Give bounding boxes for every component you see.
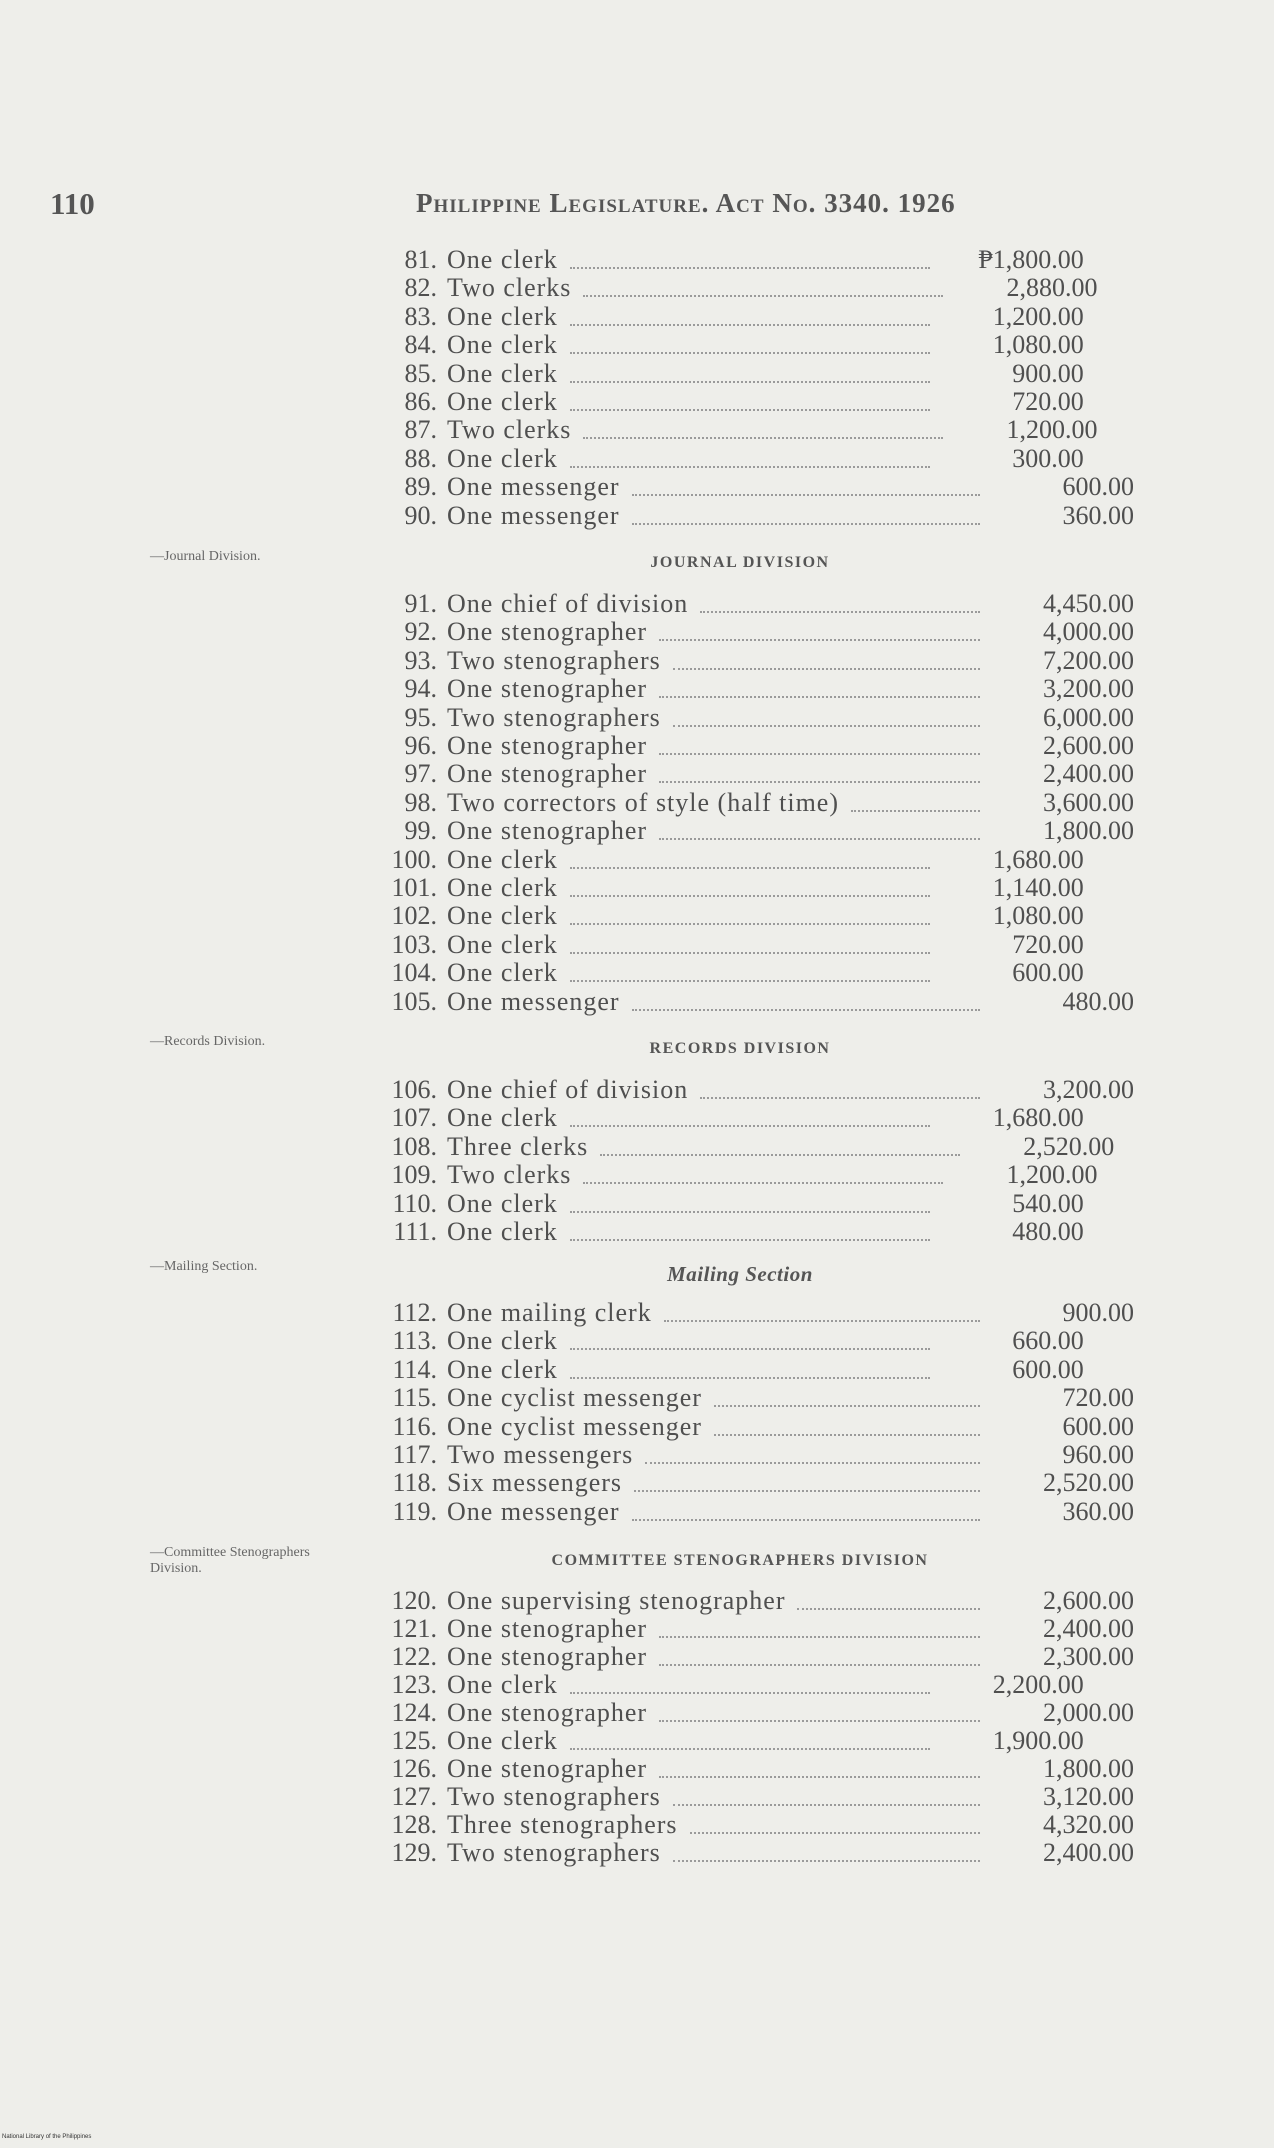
item-amount: 3,200.00 <box>1043 674 1134 704</box>
item-number: 106. <box>391 1075 437 1104</box>
line-item <box>380 1784 1134 1812</box>
line-item <box>380 1442 1134 1470</box>
line-item <box>380 1840 1134 1868</box>
dot-leader <box>570 980 930 982</box>
item-number: 121. <box>391 1614 437 1643</box>
item-number: 113. <box>392 1326 437 1356</box>
item-number: 122. <box>391 1642 437 1671</box>
dot-leader <box>634 1490 980 1492</box>
dot-leader <box>570 867 930 869</box>
item-description: One chief of division <box>447 1075 689 1104</box>
item-description: One clerk <box>447 844 558 874</box>
item-description: Two stenographers <box>447 702 661 732</box>
line-item <box>380 960 1134 988</box>
item-number: 108. <box>391 1131 437 1161</box>
item-amount: 2,200.00 <box>992 1670 1084 1699</box>
line-item <box>380 1300 1134 1328</box>
item-amount: 2,600.00 <box>1043 731 1134 760</box>
line-item <box>380 1700 1134 1728</box>
item-number: 93. <box>404 645 437 675</box>
item-number: 117. <box>392 1440 437 1469</box>
dot-leader <box>797 1608 980 1610</box>
item-number: 102. <box>391 901 437 931</box>
dot-leader <box>570 352 930 354</box>
item-number: 101. <box>391 873 437 902</box>
item-description: One clerk <box>447 387 558 416</box>
item-amount: 900.00 <box>1012 358 1084 388</box>
dot-leader <box>570 267 930 269</box>
archive-stamp: National Library of the Philippines <box>2 2134 92 2140</box>
item-amount: 900.00 <box>1062 1298 1134 1327</box>
item-number: 111. <box>393 1217 437 1246</box>
item-description: One stenographer <box>447 1642 648 1671</box>
dot-leader <box>659 781 980 783</box>
item-amount: 4,000.00 <box>1043 617 1134 647</box>
item-number: 114. <box>392 1354 437 1384</box>
line-item <box>380 500 1134 531</box>
item-amount: 720.00 <box>1012 929 1084 959</box>
dot-leader <box>673 725 980 727</box>
line-item <box>380 443 1134 474</box>
item-description: One messenger <box>447 1496 620 1526</box>
dot-leader <box>570 952 930 954</box>
dot-leader <box>659 1776 980 1778</box>
item-description: One clerk <box>447 1726 558 1755</box>
dot-leader <box>632 494 980 496</box>
dot-leader <box>673 1860 980 1862</box>
item-description: One clerk <box>447 873 558 902</box>
section-heading: RECORDS DIVISION <box>649 1040 831 1057</box>
dot-leader <box>570 466 930 468</box>
item-amount: 2,400.00 <box>1043 1838 1134 1867</box>
dot-leader <box>570 324 930 326</box>
item-amount: 2,400.00 <box>1043 759 1134 789</box>
item-description: Two clerks <box>447 273 572 303</box>
line-item <box>380 275 1134 303</box>
item-description: One clerk <box>447 330 558 360</box>
item-description: Six messengers <box>447 1468 623 1498</box>
dot-leader <box>600 1154 960 1156</box>
item-description: One mailing clerk <box>447 1298 652 1327</box>
item-description: Two stenographers <box>447 1838 661 1867</box>
item-number: 91. <box>404 589 437 618</box>
item-description: One clerk <box>447 358 558 388</box>
dot-leader <box>645 1462 980 1464</box>
item-description: Two clerks <box>447 1160 572 1190</box>
item-amount: 1,200.00 <box>1006 1160 1098 1190</box>
page-number: 110 <box>50 186 95 221</box>
item-amount: 480.00 <box>1062 986 1134 1016</box>
item-amount: 1,140.00 <box>992 873 1084 902</box>
item-amount: 1,200.00 <box>1006 415 1098 445</box>
item-number: 129. <box>391 1838 437 1867</box>
line-item <box>380 358 1134 389</box>
line-item <box>380 1644 1134 1672</box>
item-description: Two clerks <box>447 415 572 445</box>
line-item <box>380 332 1134 360</box>
item-description: One stenographer <box>447 816 648 846</box>
line-item <box>380 875 1134 903</box>
item-amount: 300.00 <box>1012 443 1084 473</box>
item-description: Two stenographers <box>447 645 661 675</box>
line-item <box>380 676 1134 704</box>
line-item <box>380 1328 1134 1356</box>
line-item <box>380 903 1134 931</box>
dot-leader <box>700 611 980 613</box>
line-item <box>380 818 1134 846</box>
item-description: One clerk <box>447 929 558 959</box>
running-head: Philippine Legislature. Act No. 3340. 1926 <box>416 188 956 218</box>
dot-leader <box>659 1720 980 1722</box>
item-number: 103. <box>391 929 437 959</box>
item-description: One cyclist messenger <box>447 1383 702 1413</box>
item-amount: 1,800.00 <box>1043 816 1134 846</box>
dot-leader <box>570 1377 930 1379</box>
item-number: 97. <box>404 759 437 789</box>
item-number: 107. <box>391 1103 437 1133</box>
item-amount: 2,000.00 <box>1043 1698 1134 1727</box>
line-item <box>380 844 1134 875</box>
item-number: 82. <box>404 273 437 303</box>
item-description: One clerk <box>447 245 558 274</box>
dot-leader <box>714 1405 980 1407</box>
item-number: 126. <box>391 1754 437 1783</box>
item-description: One stenographer <box>447 1754 648 1783</box>
item-number: 124. <box>391 1698 437 1727</box>
item-number: 87. <box>404 415 437 445</box>
item-number: 110. <box>392 1188 437 1218</box>
dot-leader <box>673 668 980 670</box>
line-item <box>380 1385 1134 1413</box>
item-number: 86. <box>404 387 437 416</box>
item-amount: 2,520.00 <box>1023 1131 1115 1161</box>
item-amount: 1,900.00 <box>992 1726 1084 1755</box>
item-number: 118. <box>392 1468 437 1498</box>
line-item <box>380 1588 1134 1616</box>
item-amount: 2,520.00 <box>1043 1468 1134 1498</box>
item-amount: 1,800.00 <box>1043 1754 1134 1783</box>
line-item <box>380 1105 1134 1133</box>
item-description: One messenger <box>447 472 620 502</box>
item-number: 120. <box>391 1586 437 1615</box>
line-item <box>380 1496 1134 1527</box>
item-description: Two correctors of style (half time) <box>447 787 839 817</box>
item-number: 125. <box>391 1726 437 1755</box>
dot-leader <box>673 1804 980 1806</box>
item-number: 115. <box>392 1383 437 1413</box>
dot-leader <box>632 1519 980 1521</box>
line-item <box>380 1188 1134 1219</box>
item-description: One stenographer <box>447 1698 648 1727</box>
dot-leader <box>714 1434 980 1436</box>
item-number: 89. <box>404 472 437 502</box>
margin-note-journal: —Journal Division. <box>150 549 261 564</box>
dot-leader <box>570 1748 930 1750</box>
item-description: One stenographer <box>447 674 648 704</box>
item-description: One stenographer <box>447 617 648 647</box>
dot-leader <box>570 1239 930 1241</box>
line-item <box>380 1162 1134 1190</box>
line-item <box>380 761 1134 789</box>
item-number: 95. <box>404 702 437 732</box>
item-description: Two messengers <box>447 1440 634 1469</box>
item-number: 84. <box>404 330 437 360</box>
line-item <box>380 1354 1134 1385</box>
item-description: One stenographer <box>447 1614 648 1643</box>
dot-leader <box>570 1348 930 1350</box>
item-description: One clerk <box>447 301 558 331</box>
dot-leader <box>570 923 930 925</box>
line-item <box>380 301 1134 332</box>
item-amount: 360.00 <box>1062 1496 1134 1526</box>
item-number: 83. <box>404 301 437 331</box>
item-amount: 660.00 <box>1012 1326 1084 1356</box>
item-description: One stenographer <box>447 731 648 760</box>
line-item <box>380 929 1134 960</box>
dot-leader <box>851 810 980 812</box>
item-description: One clerk <box>447 1188 558 1218</box>
line-item <box>380 619 1134 647</box>
item-amount: 3,600.00 <box>1043 787 1134 817</box>
item-description: One clerk <box>447 1670 558 1699</box>
line-item <box>380 247 1134 275</box>
margin-note-committee: —Committee Stenographers Division. <box>150 1545 310 1576</box>
line-item <box>380 787 1134 818</box>
item-amount: 2,400.00 <box>1043 1614 1134 1643</box>
line-item <box>380 1672 1134 1700</box>
section-heading: Mailing Section <box>667 1262 813 1286</box>
item-number: 92. <box>404 617 437 647</box>
item-number: 127. <box>391 1782 437 1811</box>
item-amount: 1,680.00 <box>992 1103 1084 1133</box>
item-description: One messenger <box>447 500 620 530</box>
item-number: 105. <box>391 986 437 1016</box>
item-amount: 2,300.00 <box>1043 1642 1134 1671</box>
dot-leader <box>659 639 980 641</box>
item-description: One cyclist messenger <box>447 1411 702 1441</box>
line-item <box>380 1812 1134 1840</box>
item-amount: 960.00 <box>1062 1440 1134 1469</box>
item-amount: 3,120.00 <box>1043 1782 1134 1811</box>
line-item <box>380 1411 1134 1442</box>
dot-leader <box>659 1636 980 1638</box>
item-number: 94. <box>404 674 437 704</box>
dot-leader <box>659 696 980 698</box>
line-item <box>380 986 1134 1017</box>
item-number: 104. <box>391 958 437 988</box>
dot-leader <box>570 381 930 383</box>
item-description: One messenger <box>447 986 620 1016</box>
item-amount: 600.00 <box>1062 472 1134 502</box>
item-number: 112. <box>392 1298 437 1327</box>
dot-leader <box>700 1097 980 1099</box>
item-number: 96. <box>404 731 437 760</box>
item-amount: 600.00 <box>1012 958 1084 988</box>
item-amount: 720.00 <box>1062 1383 1134 1413</box>
section-heading: COMMITTEE STENOGRAPHERS DIVISION <box>551 1552 929 1569</box>
line-item <box>380 733 1134 761</box>
item-amount: 1,200.00 <box>992 301 1084 331</box>
item-number: 116. <box>392 1411 437 1441</box>
line-item <box>380 702 1134 733</box>
item-description: One clerk <box>447 1354 558 1384</box>
item-description: Three clerks <box>447 1131 589 1161</box>
item-description: One clerk <box>447 1326 558 1356</box>
item-amount: 6,000.00 <box>1043 702 1134 732</box>
item-amount: 720.00 <box>1012 387 1084 416</box>
dot-leader <box>570 895 930 897</box>
item-amount: 3,200.00 <box>1043 1075 1134 1104</box>
item-amount: 1,680.00 <box>992 844 1084 874</box>
dot-leader <box>659 1664 980 1666</box>
item-number: 109. <box>391 1160 437 1190</box>
line-item <box>380 1616 1134 1644</box>
item-description: Three stenographers <box>447 1810 678 1839</box>
item-number: 85. <box>404 358 437 388</box>
item-amount: 7,200.00 <box>1043 645 1134 675</box>
dot-leader <box>570 1692 930 1694</box>
item-amount: 1,080.00 <box>992 330 1084 360</box>
item-number: 128. <box>391 1810 437 1839</box>
item-description: One clerk <box>447 443 558 473</box>
item-amount: 2,600.00 <box>1043 1586 1134 1615</box>
item-description: One clerk <box>447 1103 558 1133</box>
dot-leader <box>664 1320 980 1322</box>
dot-leader <box>632 1009 980 1011</box>
dot-leader <box>632 523 980 525</box>
item-amount: 4,320.00 <box>1043 1810 1134 1839</box>
item-number: 90. <box>404 500 437 530</box>
line-item <box>380 1077 1134 1105</box>
dot-leader <box>583 437 943 439</box>
dot-leader <box>659 753 980 755</box>
dot-leader <box>659 838 980 840</box>
item-amount: 2,880.00 <box>1006 273 1098 303</box>
dot-leader <box>570 1211 930 1213</box>
item-number: 119. <box>392 1496 437 1526</box>
line-item <box>380 1728 1134 1756</box>
item-description: One stenographer <box>447 759 648 789</box>
item-amount: 360.00 <box>1062 500 1134 530</box>
item-description: One clerk <box>447 1217 558 1246</box>
item-number: 100. <box>391 844 437 874</box>
item-description: One clerk <box>447 901 558 931</box>
line-item <box>380 1131 1134 1162</box>
section-heading: JOURNAL DIVISION <box>650 554 830 571</box>
line-item <box>380 1470 1134 1498</box>
item-amount: 1,080.00 <box>992 901 1084 931</box>
item-number: 123. <box>391 1670 437 1699</box>
item-amount: 540.00 <box>1012 1188 1084 1218</box>
item-description: One clerk <box>447 958 558 988</box>
dot-leader <box>570 409 930 411</box>
dot-leader <box>570 1125 930 1127</box>
item-number: 98. <box>404 787 437 817</box>
line-item <box>380 1756 1134 1784</box>
item-amount: 4,450.00 <box>1043 589 1134 618</box>
item-number: 88. <box>404 443 437 473</box>
margin-note-records: —Records Division. <box>150 1034 266 1049</box>
line-item <box>380 474 1134 502</box>
dot-leader <box>583 1182 943 1184</box>
line-item <box>380 1219 1134 1247</box>
margin-note-mailing: —Mailing Section. <box>150 1259 258 1274</box>
dot-leader <box>583 295 943 297</box>
page-header <box>50 186 1274 226</box>
item-description: One supervising stenographer <box>447 1586 786 1615</box>
item-amount: 600.00 <box>1062 1411 1134 1441</box>
line-item <box>380 389 1134 417</box>
item-amount: ₱1,800.00 <box>978 245 1084 274</box>
item-number: 99. <box>404 816 437 846</box>
dot-leader <box>690 1832 980 1834</box>
item-amount: 480.00 <box>1012 1217 1084 1246</box>
item-amount: 600.00 <box>1012 1354 1084 1384</box>
item-number: 81. <box>404 245 437 274</box>
line-item <box>380 417 1134 445</box>
item-description: One chief of division <box>447 589 689 618</box>
line-item <box>380 645 1134 676</box>
line-item <box>380 591 1134 619</box>
item-description: Two stenographers <box>447 1782 661 1811</box>
